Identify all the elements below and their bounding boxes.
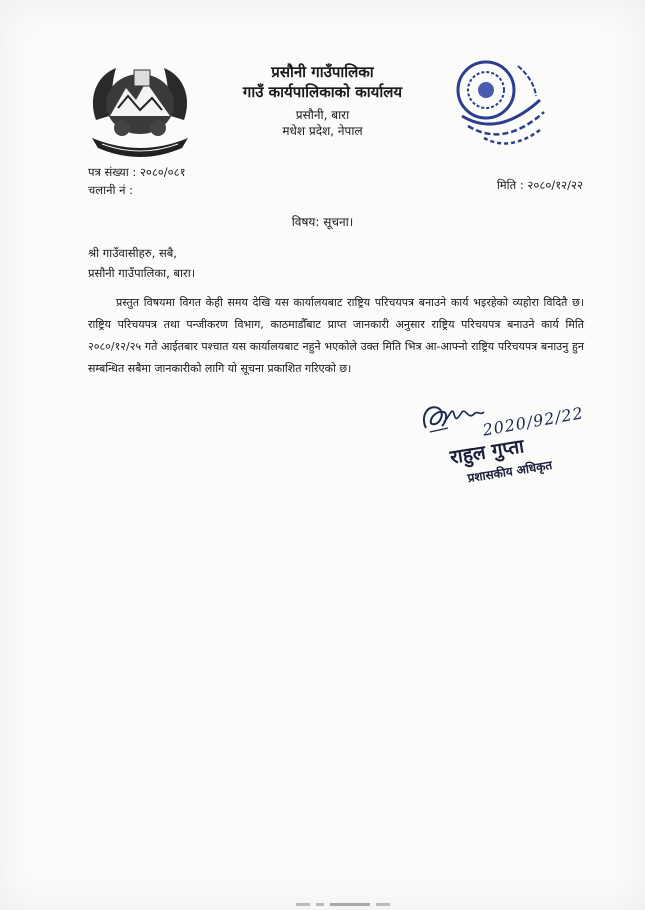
notice-body: प्रस्तुत विषयमा विगत केही समय देखि यस कार्यालयबाट राष्ट्रिय परिचयपत्र बनाउने कार्य भइरहेको व्यहोरा विदितै छ। राष्ट्रिय परिचयपत्र तथा पन्जीकरण विभाग, काठमाडौँबाट प्राप्त जानकारी अनुसार राष्ट्रिय परिचयपत्र बनाउने कार्य मिति २०८०/१२/२५ गते आईतबार पश्चात यस कार्यालयबाट नहुने भएकोले उक्त मिति भित्र आ-आफ्नो राष्ट्रिय परिचयपत्र बनाउनु हुन सम्बन्धित सबैमा जानकारीको लागि यो सूचना प्रकाशित गरिएको छ। <box>88 296 584 375</box>
handwritten-signature-icon <box>418 398 488 440</box>
nepal-emblem-icon <box>82 58 198 162</box>
addressee-line-2: प्रसौनी गाउँपालिका, बारा। <box>88 266 196 281</box>
municipality-name: प्रसौनी गाउँपालिका <box>271 63 374 81</box>
office-header <box>200 62 445 139</box>
letter-number: पत्र संख्या : २०८०/०८१ <box>88 165 186 179</box>
officer-name: राहुल गुप्ता <box>448 435 526 469</box>
office-name: गाउँ कार्यपालिकाको कार्यालय <box>242 83 403 102</box>
officer-designation: प्रशासकीय अधिकृत <box>466 458 554 486</box>
addressee-line-1: श्री गाउँवासीहरु, सबै, <box>88 246 177 260</box>
reference-block <box>88 163 186 200</box>
office-province: मधेश प्रदेश, नेपाल <box>282 123 363 138</box>
dispatch-number: चलानी नं : <box>88 183 134 198</box>
office-seal-icon <box>448 56 548 156</box>
scan-edge-marks <box>296 902 396 908</box>
office-address: प्रसौनी, बारा <box>295 107 350 122</box>
subject-line: विषय: सूचना। <box>291 215 354 229</box>
letter-date: मिति : २०८०/१२/२२ <box>496 178 583 192</box>
addressee-block <box>88 243 195 283</box>
signature-date: 2020/92/22 <box>481 403 586 440</box>
